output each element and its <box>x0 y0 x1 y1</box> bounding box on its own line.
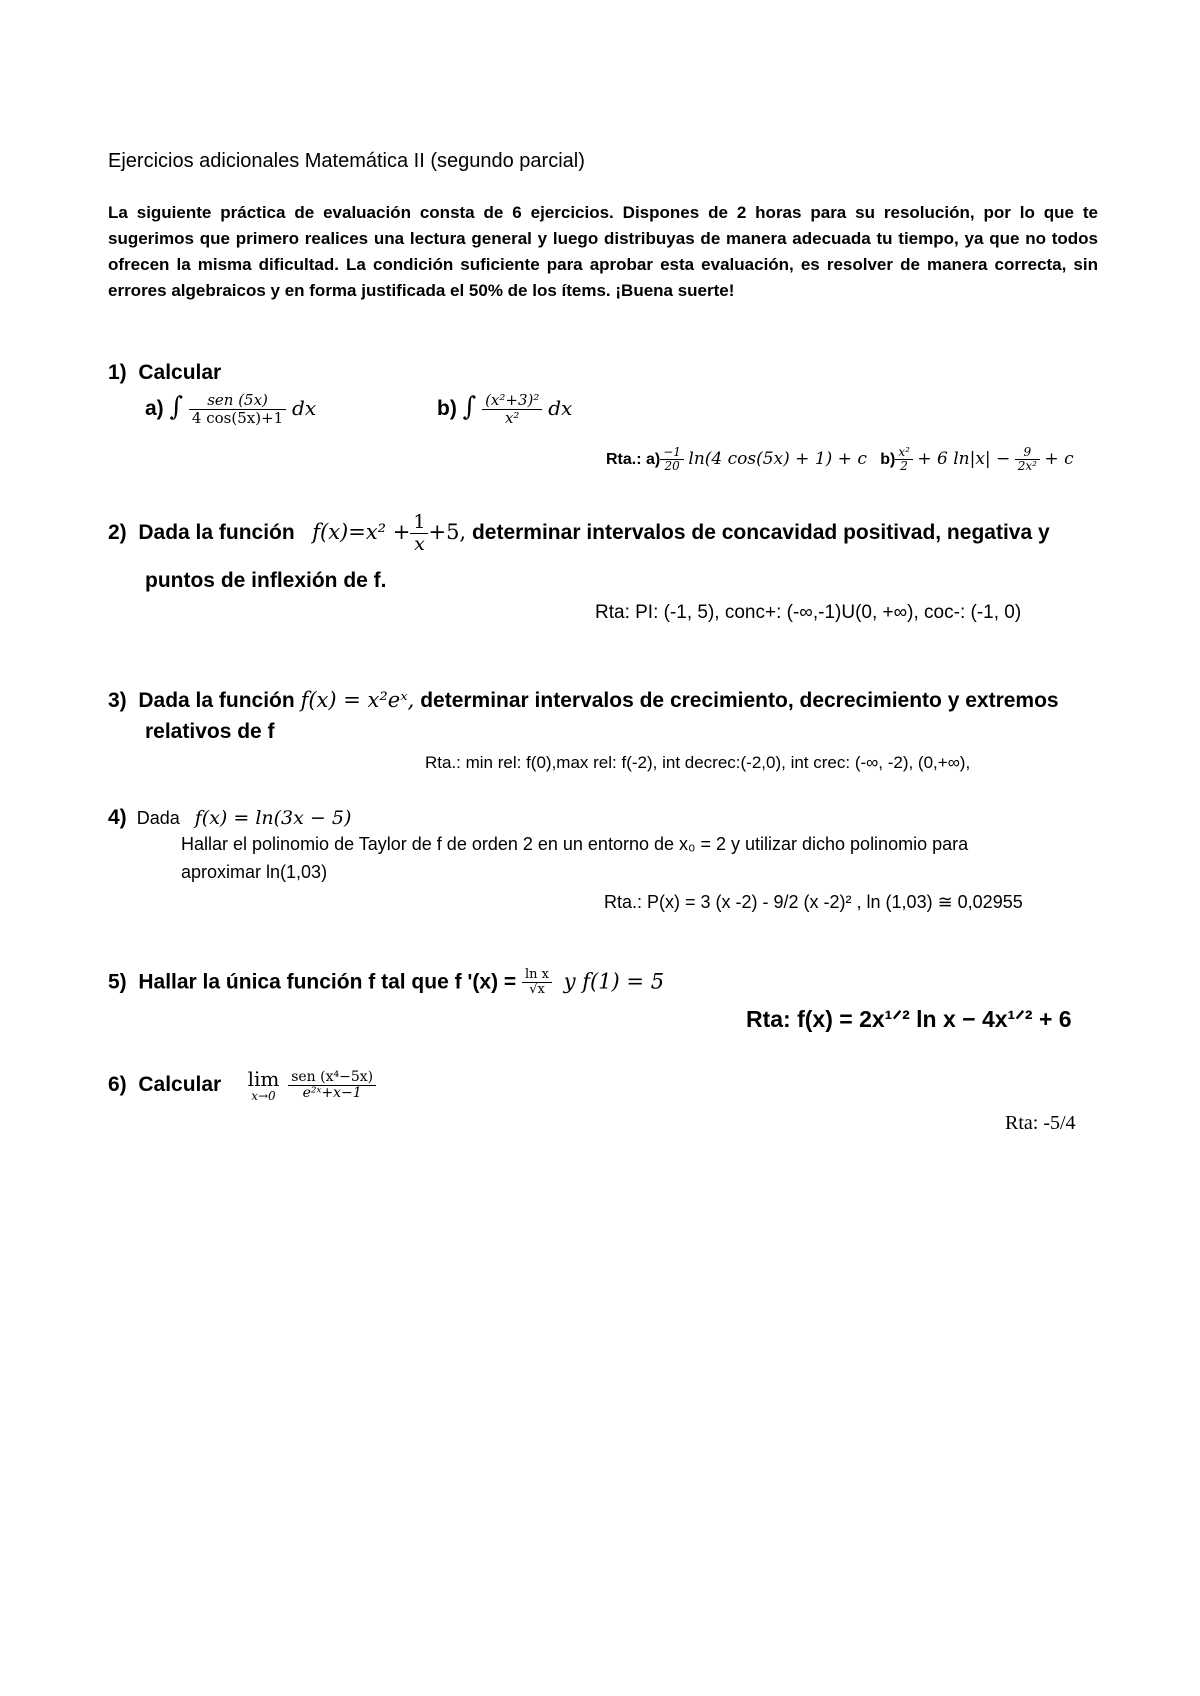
exercise-4-answer: Rta.: P(x) = 3 (x -2) - 9/2 (x -2)² , ln (1,03) ≅ 0,02955 <box>604 892 1023 912</box>
exercise-3-statement: 3) Dada la función f(x) = x²eˣ, determinar intervalos de crecimiento, decrecimiento y extremos <box>108 688 1059 712</box>
exercise-2-answer: Rta: PI: (-1, 5), conc+: (-∞,-1)U(0, +∞), coc-: (-1, 0) <box>595 602 1022 623</box>
exercise-1b-integral: b) ∫ $\frac{\text{(x²+3)²}}{\text{x²}}$ dx <box>437 391 573 427</box>
exercise-3-statement-line2: relativos de f <box>145 720 275 743</box>
exercise-4-statement-line3: aproximar ln(1,03) <box>181 862 328 882</box>
exercise-4-statement-line2: Hallar el polinomio de Taylor de f de orden 2 en un entorno de x₀ = 2 y utilizar dicho polinomio para <box>181 834 969 854</box>
exercise-5-statement: 5) Hallar la única función f tal que f '(x) = $\frac{\text{ln x}}{√x}$ y f(1) = 5 <box>108 967 665 998</box>
integrand-a-fraction: $\frac{\text{sen (5x)}}{4 \cos(5x)+1}$ <box>189 392 286 426</box>
item-b-label: b) <box>437 397 457 420</box>
exercise-2-statement: 2) Dada la función f(x)=x² + $\frac{1}{x}$ +5, determinar intervalos de concavidad positivad, negativa y <box>108 511 1050 555</box>
exercise-1-heading <box>108 361 221 385</box>
exercise-1-answer: Rta.: a) $\frac{-1}{20}$ ln(4 cos(5x) + 1) + c b) $\frac{\text{x²}}{2}$ + 6 ln|x| − $\frac{9}{\text{2x²}}$ + c <box>606 445 1074 474</box>
exercise-3-answer: Rta.: min rel: f(0),max rel: f(-2), int decrec:(-2,0), int crec: (-∞, -2), (0,+∞), <box>425 753 971 772</box>
exercise-label: Calcular <box>138 361 222 384</box>
integrand-b-fraction: $\frac{\text{(x²+3)²}}{\text{x²}}$ <box>482 392 542 426</box>
instructions-paragraph: La siguiente práctica de evaluación consta de 6 ejercicios. Dispones de 2 horas para su resolución, por lo que te sugerimos que primero realices una lectura general y luego distribuyas de manera adecuada tu tiempo, ya que no todos ofrecen la misma dificultad. La condición suficiente para aprobar esta evaluación, es resolver de manera correcta, sin errores algebraicos y en forma justificada el 50% de los ítems. ¡Buena suerte! <box>108 203 1098 300</box>
document-title: Ejercicios adicionales Matemática II (segundo parcial) <box>108 150 585 172</box>
exercise-6-answer: Rta: -5/4 <box>1005 1112 1076 1134</box>
exercise-6-statement: 6) Calcular lim x→0 $\frac{\text{sen (x⁴−5x)}}{\text{e²ˣ+x−1}}$ <box>108 1068 376 1103</box>
exercise-1a-integral: a) ∫ $\frac{\text{sen (5x)}}{4 \cos(5x)+1}$ dx <box>145 391 317 427</box>
exercise-2-statement-line2: puntos de inflexión de f. <box>145 569 387 592</box>
exercise-number: 1) <box>108 361 127 384</box>
exercise-5-answer: Rta: f(x) = 2x¹ᐟ² ln x − 4x¹ᐟ² + 6 <box>746 1006 1072 1032</box>
item-a-label: a) <box>145 397 164 420</box>
exercise-4-statement: 4) Dada f(x) = ln(3x − 5) <box>108 806 352 829</box>
